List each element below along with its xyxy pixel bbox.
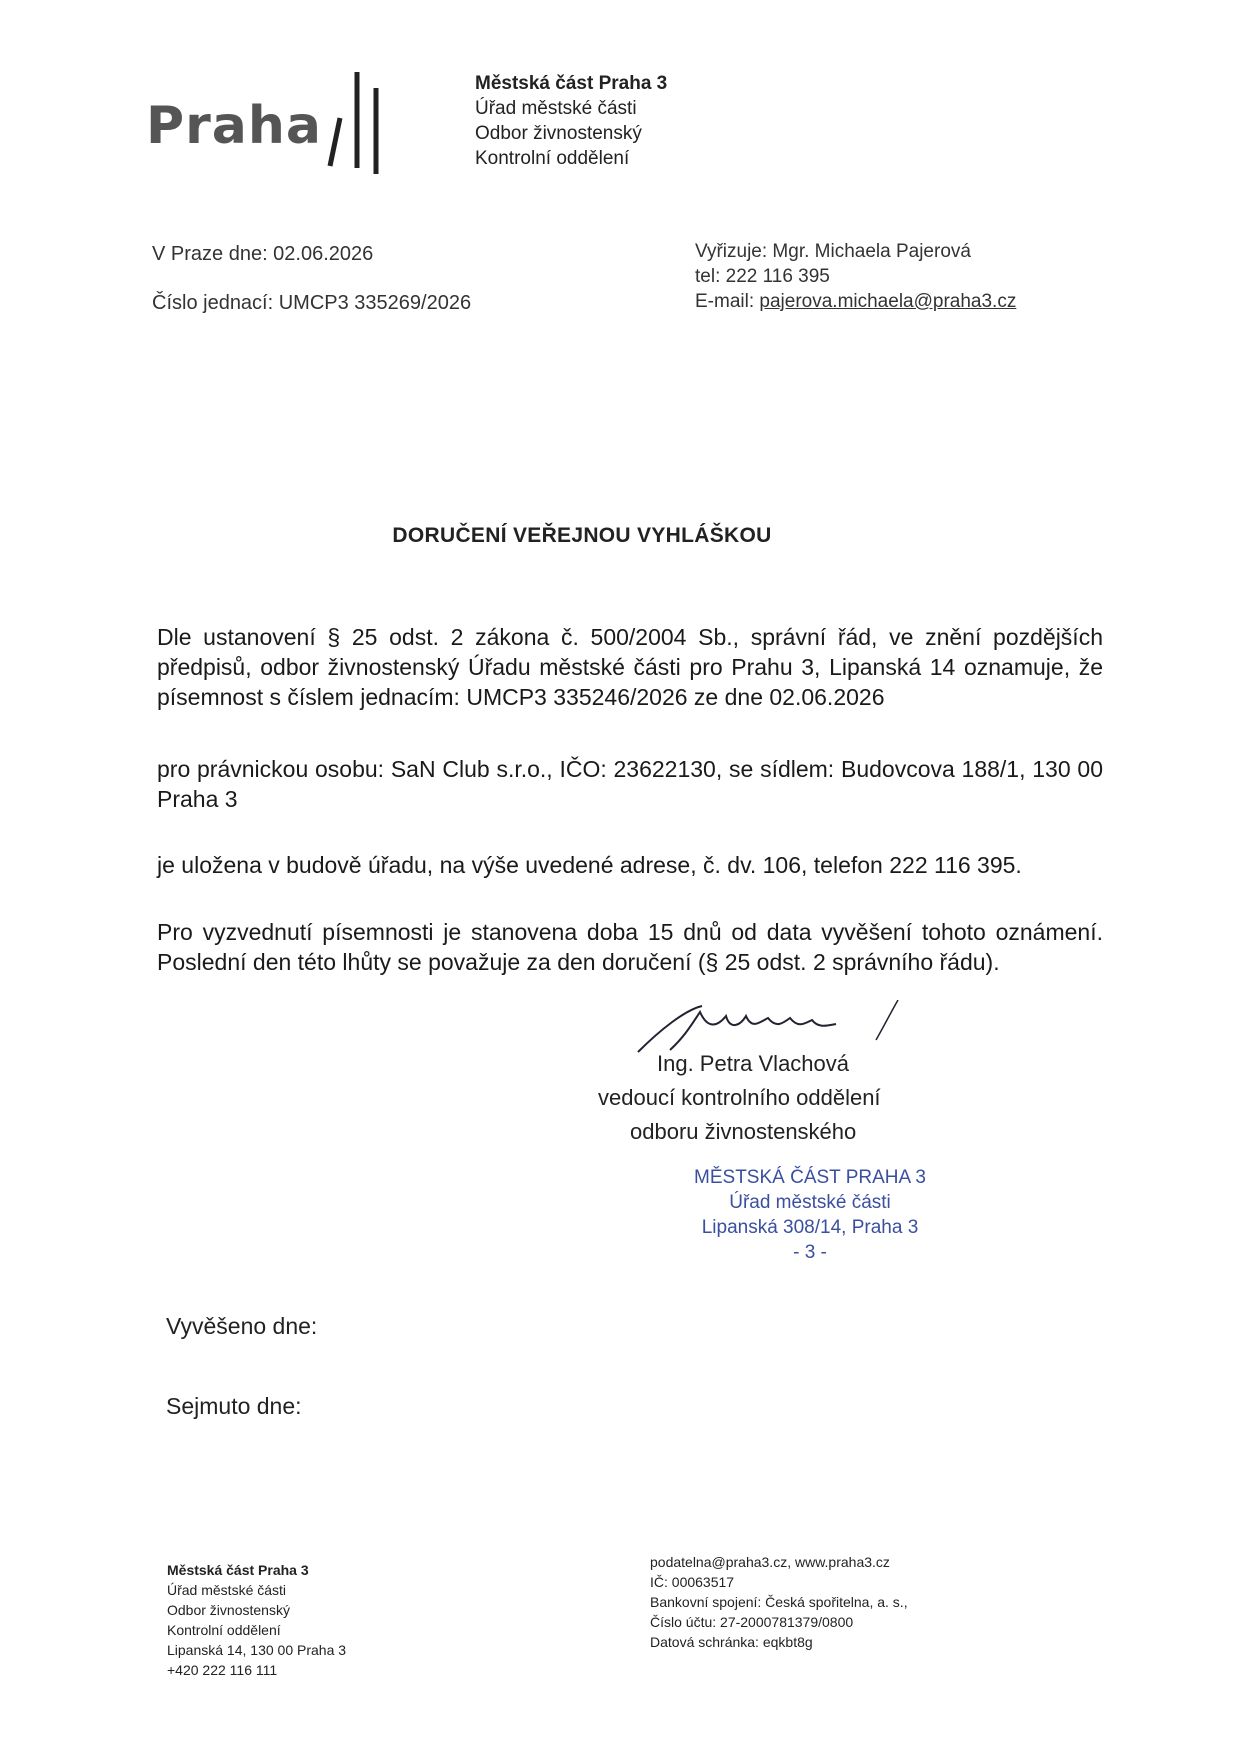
praha-logo-text: Praha: [146, 96, 322, 156]
header-organization: [475, 71, 667, 171]
signatory-name: Ing. Petra Vlachová: [657, 1051, 850, 1076]
email-link[interactable]: pajerova.michaela@praha3.cz: [759, 291, 1017, 312]
stamp-line-4: - 3 -: [793, 1242, 827, 1263]
footer-phone: +420 222 116 111: [167, 1662, 278, 1678]
footer-office: Úřad městské části: [167, 1582, 287, 1598]
footer-section: Kontrolní oddělení: [167, 1622, 281, 1638]
stamp-line-3: Lipanská 308/14, Praha 3: [701, 1217, 919, 1238]
handler: Vyřizuje: Mgr. Michaela Pajerová: [695, 241, 971, 262]
org-name: Městská část Praha 3: [475, 73, 668, 94]
praha-logo-bars-icon: [318, 70, 388, 180]
org-department: Odbor živnostenský: [475, 123, 642, 144]
footer-bank: Bankovní spojení: Česká spořitelna, a. s.,: [650, 1594, 908, 1610]
paragraph-location: je uložena v budově úřadu, na výše uvedené adrese, č. dv. 106, telefon 222 116 395.: [157, 852, 1022, 878]
footer-address: Lipanská 14, 130 00 Praha 3: [167, 1642, 347, 1658]
paragraph-legal-basis: Dle ustanovení § 25 odst. 2 zákona č. 500/2004 Sb., správní řád, ve znění pozdějších předpisů, odbor živnostenský Úřadu městské části pro Prahu 3, Lipanská 14 oznamuje, že písemnost s číslem jednacím: UMCP3 335246/2026 ze dne 02.06.2026: [157, 624, 1103, 710]
signatory-role: vedoucí kontrolního oddělení: [598, 1085, 881, 1110]
reference-number: Číslo jednací: UMCP3 335269/2026: [152, 292, 472, 314]
footer-databox: Datová schránka: eqkbt8g: [650, 1634, 813, 1650]
footer-org: Městská část Praha 3: [167, 1562, 309, 1578]
paragraph-pickup-period: Pro vyzvednutí písemnosti je stanovena doba 15 dnů od data vyvěšení tohoto oznámení. Poslední den této lhůty se považuje za den doručení (§ 25 odst. 2 správního řádu).: [157, 919, 1103, 975]
footer-department: Odbor živnostenský: [167, 1602, 290, 1618]
stamp-line-1: MĚSTSKÁ ČÁST PRAHA 3: [694, 1167, 926, 1188]
footer-account: Číslo účtu: 27-2000781379/0800: [650, 1614, 854, 1630]
paragraph-recipient: pro právnickou osobu: SaN Club s.r.o., IČO: 23622130, se sídlem: Budovcova 188/1, 130 00 Praha 3: [157, 756, 1103, 812]
org-office: Úřad městské části: [475, 98, 637, 119]
date-line: V Praze dne: 02.06.2026: [152, 243, 374, 265]
signatory-department: odboru živnostenského: [630, 1119, 857, 1144]
footer-ic: IČ: 00063517: [650, 1574, 735, 1590]
posted-date-label: Vyvěšeno dne:: [166, 1313, 318, 1339]
removed-date-label: Sejmuto dne:: [166, 1393, 302, 1419]
handler-phone: tel: 222 116 395: [695, 266, 830, 287]
official-stamp: [650, 1165, 970, 1265]
email-label: E-mail:: [695, 291, 760, 312]
document-title: DORUČENÍ VEŘEJNOU VYHLÁŠKOU: [392, 524, 772, 547]
footer-contact: podatelna@praha3.cz, www.praha3.cz: [650, 1554, 890, 1570]
footer-left: [167, 1560, 346, 1680]
contact-block: [695, 239, 1016, 314]
footer-right: [650, 1552, 908, 1652]
org-section: Kontrolní oddělení: [475, 148, 630, 169]
handler-email-row: [695, 289, 1016, 314]
stamp-line-2: Úřad městské části: [729, 1192, 891, 1213]
